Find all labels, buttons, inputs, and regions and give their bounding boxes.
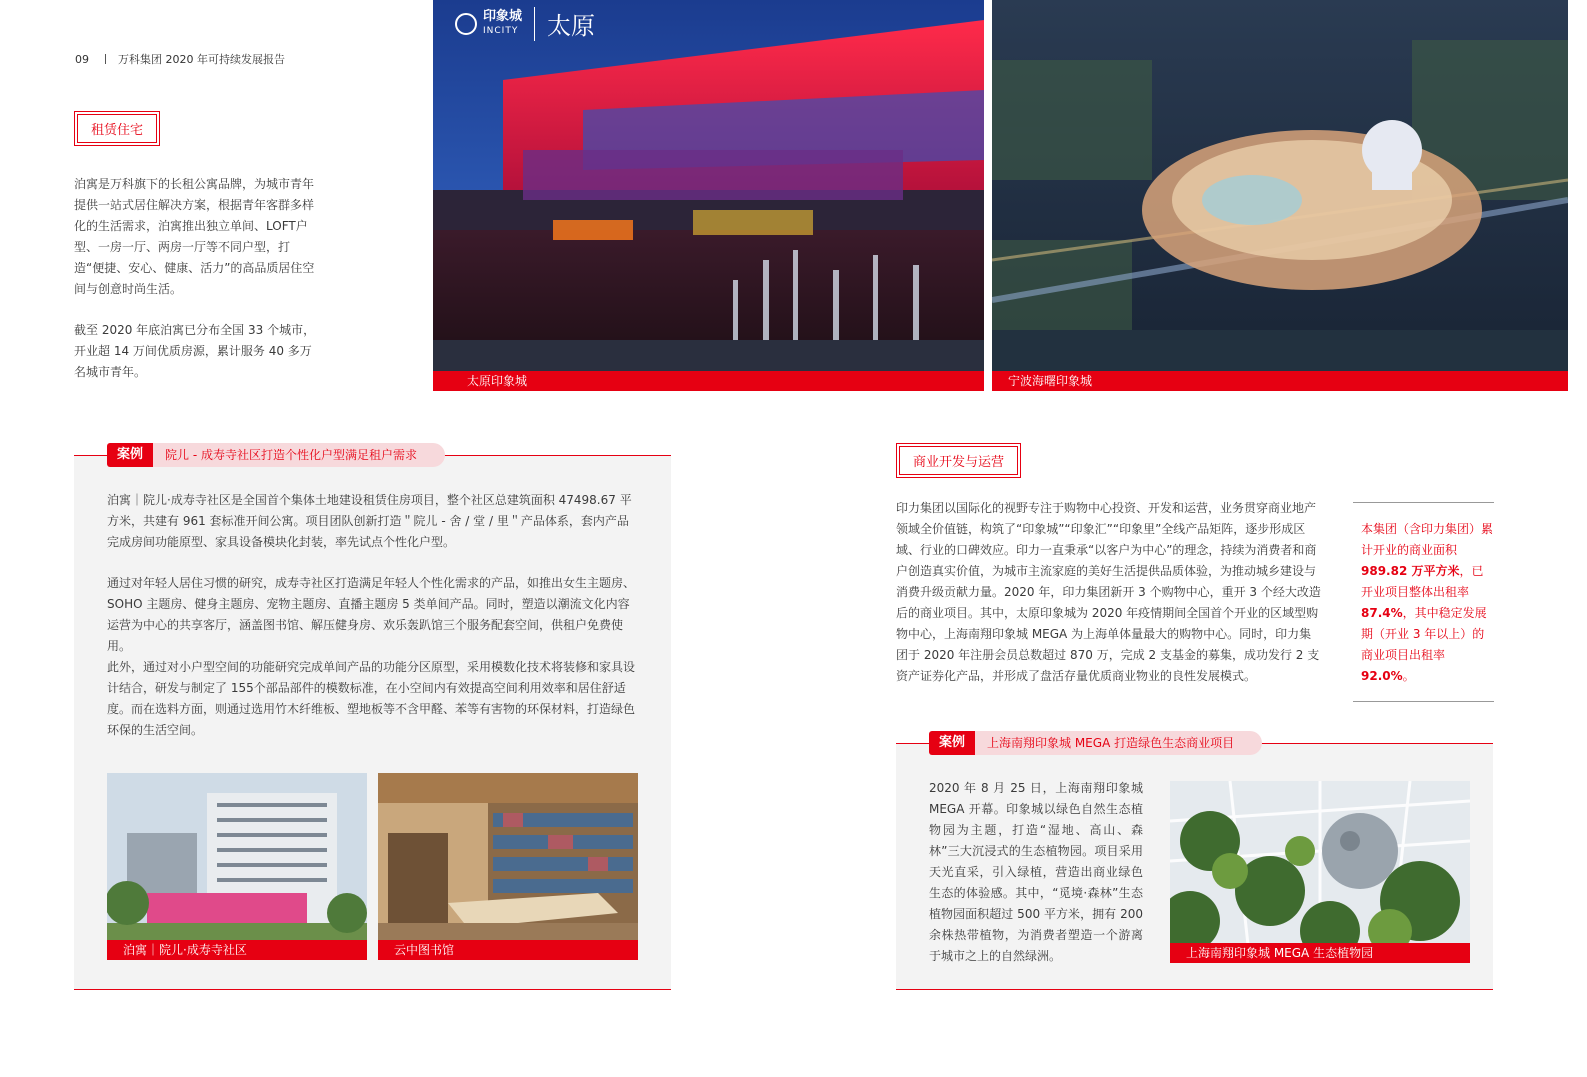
case1-paragraph-1: 泊寓｜院儿·成寿寺社区是全国首个集体土地建设租赁住房项目，整个社区总建筑面积 47498.67 平方米，共建有 961 套标准开间公寓。项目团队创新打造＂院儿 - 舍 / 堂 / 里＂产品体系，套内产品完成房间功能原型、家具设备模块化封装，率先试点个性化户型。 bbox=[107, 493, 632, 549]
case1-title: 院儿 - 成寿寺社区打造个性化户型满足租户需求 bbox=[153, 443, 445, 467]
library-caption: 云中图书馆 bbox=[378, 940, 638, 960]
case2-tag-label: 案例 bbox=[929, 731, 975, 755]
logo-divider bbox=[534, 7, 535, 41]
page-number: 09 bbox=[75, 52, 89, 66]
page-header bbox=[75, 51, 285, 67]
stats-prefix: 本集团（含印力集团）累计开业的商业面积 bbox=[1361, 522, 1494, 557]
taiyuan-mall-illustration bbox=[433, 0, 984, 391]
mega-garden-photo bbox=[1170, 781, 1470, 963]
logo-city: 太原 bbox=[547, 12, 596, 40]
mega-garden-illustration bbox=[1170, 781, 1470, 963]
stats-end: 。 bbox=[1402, 669, 1415, 683]
logo-sub: INCITY bbox=[483, 25, 519, 36]
commercial-stats-note bbox=[1353, 502, 1494, 702]
case2-paragraph: 2020 年 8 月 25 日，上海南翔印象城 MEGA 开幕。印象城以绿色自然生态植物园为主题，打造“湿地、高山、森林”三大沉浸式的生态植物园。项目采用天光直采，引入绿植，营造出商业绿色生态的体验感。其中，“觅境·森林”生态植物园面积超过 500 平方米，拥有 200 余株热带植物，为消费者塑造一个游离于城市之上的自然绿洲。 bbox=[929, 781, 1143, 963]
ningbo-incity-photo bbox=[992, 0, 1568, 391]
stats-area: 989.82 万平方米 bbox=[1361, 564, 1460, 578]
case2-tag bbox=[929, 731, 1262, 755]
stats-stable-rate: 92.0% bbox=[1361, 669, 1403, 683]
logo-brand: 印象城 bbox=[483, 8, 523, 24]
ningbo-caption: 宁波海曙印象城 bbox=[992, 371, 1568, 391]
rental-section-title-text: 租赁住宅 bbox=[77, 114, 157, 143]
incity-logo-icon bbox=[455, 13, 477, 35]
stats-rate: 87.4% bbox=[1361, 606, 1403, 620]
rental-section-title bbox=[74, 111, 160, 146]
taiyuan-incity-photo bbox=[433, 0, 984, 391]
stats-suffix: ，其中稳定发展期（开业 3 年以上）的商业项目出租率 bbox=[1361, 606, 1487, 662]
library-interior-illustration bbox=[378, 773, 638, 960]
commercial-paragraph: 印力集团以国际化的视野专注于购物中心投资、开发和运营，业务贯穿商业地产领域全价值链，构筑了“印象城”“印象汇”“印象里”全线产品矩阵，逐步形成区域、行业的口碑效应。印力一直秉承“以客户为中心”的理念，持续为消费者和商户创造真实价值，为城市主流家庭的美好生活提供品质体验，为推动城乡建设与消费升级贡献力量。2020 年，印力集团新开 3 个购物中心，重开 3 个经大改造后的商业项目。其中，太原印象城为 2020 年疫情期间全国首个开业的区域型购物中心，上海南翔印象城 MEGA 为上海单体量最大的购物中心。同时，印力集团于 2020 年注册会员总数超过 870 万，完成 2 支基金的募集，成功发行 2 支资产证券化产品，并形成了盘活存量优质商业物业的良性发展模式。 bbox=[896, 501, 1321, 683]
case1-tag-label: 案例 bbox=[107, 443, 153, 467]
commercial-section-title-text: 商业开发与运营 bbox=[899, 446, 1018, 475]
case1-tag bbox=[107, 443, 445, 467]
boyu-caption: 泊寓｜院儿·成寿寺社区 bbox=[107, 940, 367, 960]
case2-title: 上海南翔印象城 MEGA 打造绿色生态商业项目 bbox=[975, 731, 1262, 755]
library-photo bbox=[378, 773, 638, 960]
case1-paragraph-2: 通过对年轻人居住习惯的研究，成寿寺社区打造满足年轻人个性化需求的产品，如推出女生主题房、SOHO 主题房、健身主题房、宠物主题房、直播主题房 5 类单间产品。同时，塑造以潮流文化内容运营为中心的共享客厅，涵盖图书馆、解压健身房、欢乐轰趴馆三个服务配套空间，供租户免费使用。 bbox=[107, 576, 636, 653]
incity-logo bbox=[455, 6, 595, 41]
rental-paragraph-2: 截至 2020 年底泊寓已分布全国 33 个城市，开业超 14 万间优质房源，累计服务 40 多万名城市青年。 bbox=[74, 323, 316, 379]
commercial-section-title bbox=[896, 443, 1021, 478]
boyu-building-illustration bbox=[107, 773, 367, 960]
boyu-community-photo bbox=[107, 773, 367, 960]
report-title: 万科集团 2020 年可持续发展报告 bbox=[118, 53, 285, 66]
ningbo-mall-illustration bbox=[992, 0, 1568, 391]
header-divider bbox=[105, 54, 106, 64]
mega-caption: 上海南翔印象城 MEGA 生态植物园 bbox=[1170, 943, 1470, 963]
case1-paragraph-3: 此外，通过对小户型空间的功能研究完成单间产品的功能分区原型，采用模数化技术将装修和家具设计结合，研发与制定了 155个部品部件的模数标准，在小空间内有效提高空间利用效率和居住舒适度。而在选料方面，则通过选用竹木纤维板、塑地板等不含甲醛、苯等有害物的环保材料，打造绿色环保的生活空间。 bbox=[107, 660, 636, 737]
stats-middle: ，已开业项目整体出租率 bbox=[1361, 564, 1484, 599]
taiyuan-caption: 太原印象城 bbox=[433, 371, 984, 391]
rental-paragraph-1: 泊寓是万科旗下的长租公寓品牌，为城市青年提供一站式居住解决方案，根据青年客群多样化的生活需求，泊寓推出独立单间、LOFT户型、一房一厅、两房一厅等不同户型，打造“便捷、安心、健康、活力”的高品质居住空间与创意时尚生活。 bbox=[74, 177, 315, 296]
